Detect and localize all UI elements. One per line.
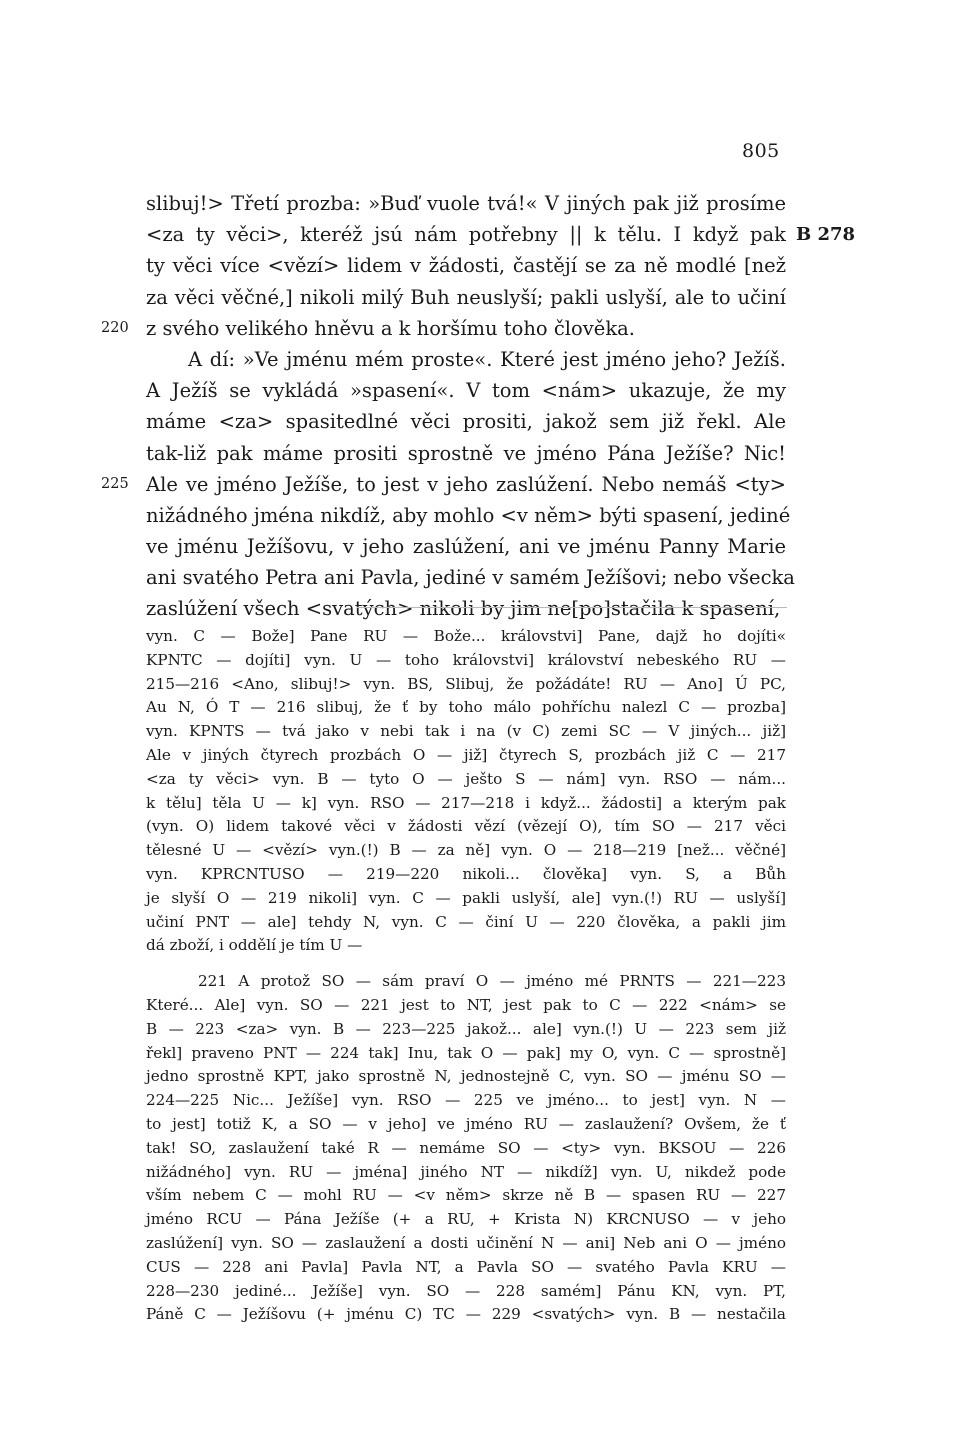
text-line-content: ve jménu Ježíšovu, v jeho zaslúžení, ani ve jménu Panny Marie — [146, 535, 786, 559]
text-line — [146, 562, 795, 593]
apparatus-line: Páně C — Ježíšovu (+ jménu C) TC — 229 <svatých> vyn. B — nestačila — [146, 1305, 786, 1324]
text-line-content: nižádného jména nikdíž, aby mohlo <v něm> býti spasení, jediné — [146, 503, 791, 527]
text-line — [146, 375, 786, 406]
text-line-content: máme <za> spasitedlné věci prositi, jakož sem již řekl. Ale — [146, 410, 786, 434]
apparatus-line: jméno RCU — Pána Ježíše (+ a RU, + Krista N) KRCNUSO — v jeho — [146, 1210, 786, 1229]
apparatus-line: 224—225 Nic... Ježíše] vyn. RSO — 225 ve jméno... to jest] vyn. N — — [146, 1091, 786, 1110]
apparatus-line: <za ty věci> vyn. B — tyto O — ješto S — nám] vyn. RSO — nám... — [146, 769, 786, 788]
text-line — [146, 531, 786, 562]
apparatus-line: k tělu] těla U — k] vyn. RSO — 217—218 i když... žádosti] a kterým pak — [146, 793, 786, 812]
text-line-content: tak-liž pak máme prositi sprostně ve jméno Pána Ježíše? Nic! — [146, 441, 786, 465]
line-number: 220 — [101, 319, 129, 336]
text-line — [101, 313, 786, 344]
line-number: 225 — [101, 475, 129, 492]
apparatus-line: vším nebem C — mohl RU — <v něm> skrze ně B — spasen RU — 227 — [146, 1186, 786, 1205]
apparatus-line: (vyn. O) lidem takové věci v žádosti vězí (vězejí O), tím SO — 217 věci — [146, 817, 786, 836]
apparatus-line: KPNTC — dojíti] vyn. U — toho královstvi] království nebeského RU — — [146, 650, 786, 669]
apparatus-line: tak! SO, zaslaužení také R — nemáme SO — <ty> vyn. BKSOU — 226 — [146, 1138, 786, 1157]
text-line-content: Ale ve jméno Ježíše, to jest v jeho zaslúžení. Nebo nemáš <ty> — [146, 472, 786, 496]
page-number: 805 — [742, 140, 780, 162]
footnote-divider — [357, 607, 787, 608]
text-line — [146, 344, 786, 375]
apparatus-line: Au N, Ó T — 216 slibuj, že ť by toho málo pohříchu nalezl C — prozba] — [146, 698, 786, 717]
apparatus-line: řekl] praveno PNT — 224 tak] Inu, tak O — pak] my O, vyn. C — sprostně] — [146, 1043, 786, 1062]
apparatus-line: nižádného] vyn. RU — jména] jiného NT — nikdíž] vyn. U, nikdež pode — [146, 1162, 786, 1181]
text-line-content: A dí: »Ve jménu mém proste«. Které jest jméno jeho? Ježíš. — [188, 347, 786, 371]
text-line-content: ty věci více <vězí> lidem v žádosti, častějí se za ně modlé [než — [146, 254, 786, 278]
text-line — [146, 500, 791, 531]
apparatus-line: 228—230 jediné... Ježíše] vyn. SO — 228 samém] Pánu KN, vyn. PT, — [146, 1281, 786, 1300]
text-line-content: zaslúžení všech <svatých> nikoli by jim ne[po]stačila k spasení, — [146, 597, 781, 621]
apparatus-line: je slyší O — 219 nikoli] vyn. C — pakli uslyší, ale] vyn.(!) RU — uslyší] — [146, 888, 786, 907]
apparatus-line: CUS — 228 ani Pavla] Pavla NT, a Pavla SO — svatého Pavla KRU — — [146, 1257, 786, 1276]
main-text — [101, 188, 856, 625]
apparatus-line: vyn. KPNTS — tvá jako v nebi tak i na (v C) zemi SC — V jiných... již] — [146, 722, 786, 741]
apparatus-line: B — 223 <za> vyn. B — 223—225 jakož... ale] vyn.(!) U — 223 sem již — [146, 1019, 786, 1038]
apparatus-line: to jest] totiž K, a SO — v jeho] ve jméno RU — zaslaužení? Ovšem, že ť — [146, 1114, 786, 1133]
margin-reference: B 278 — [796, 224, 856, 246]
text-line-content: <za ty věci>, kteréž jsú nám potřebny || k tělu. I když pak — [146, 223, 786, 247]
apparatus-line: 221 A protož SO — sám praví O — jméno mé PRNTS — 221—223 — [198, 972, 786, 991]
apparatus-line: vyn. C — Bože] Pane RU — Bože... královstvi] Pane, dajž ho dojíti« — [146, 627, 786, 645]
text-line — [146, 219, 856, 250]
text-line — [146, 282, 786, 313]
text-line — [146, 250, 786, 281]
apparatus-line: Které... Ale] vyn. SO — 221 jest to NT, jest pak to C — 222 <nám> se — [146, 995, 786, 1014]
text-line-content: ani svatého Petra ani Pavla, jediné v samém Ježíšovi; nebo všecka — [146, 566, 795, 590]
apparatus-line: zaslúžení] vyn. SO — zaslaužení a dosti učinění N — ani] Neb ani O — jméno — [146, 1233, 786, 1252]
critical-apparatus — [146, 625, 786, 1327]
apparatus-line: vyn. KPRCNTUSO — 219—220 nikoli... člověka] vyn. S, a Bůh — [146, 864, 786, 883]
text-line-content: z svého velikého hněvu a k horšímu toho člověka. — [146, 316, 635, 340]
apparatus-line: tělesné U — <vězí> vyn.(!) B — za ně] vyn. O — 218—219 [než... věčné] — [146, 841, 786, 860]
apparatus-line: Ale v jiných čtyrech prozbách O — již] čtyrech S, prozbách již C — 217 — [146, 745, 786, 764]
text-line — [146, 406, 786, 437]
note-gap — [146, 958, 786, 970]
apparatus-line: učiní PNT — ale] tehdy N, vyn. C — činí U — 220 člověka, a pakli jim — [146, 912, 786, 931]
text-line-content: slibuj!> Třetí prozba: »Buď vuole tvá!« V jiných pak již prosíme — [146, 192, 786, 215]
text-line — [146, 188, 786, 219]
apparatus-line: dá zboží, i oddělí je tím U — — [146, 936, 363, 955]
text-line — [146, 438, 786, 469]
apparatus-line: 215—216 <Ano, slibuj!> vyn. BS, Slibuj, že požádáte! RU — Ano] Ú PC, — [146, 674, 786, 693]
apparatus-line: jedno sprostně KPT, jako sprostně N, jednostejně C, vyn. SO — jménu SO — — [146, 1067, 786, 1086]
text-line — [101, 469, 786, 500]
text-line-content: za věci věčné,] nikoli milý Buh neuslyší; pakli uslyší, ale to učiní — [146, 285, 786, 309]
text-line — [146, 593, 786, 624]
text-line-content: A Ježíš se vykládá »spasení«. V tom <nám> ukazuje, že my — [146, 379, 786, 403]
